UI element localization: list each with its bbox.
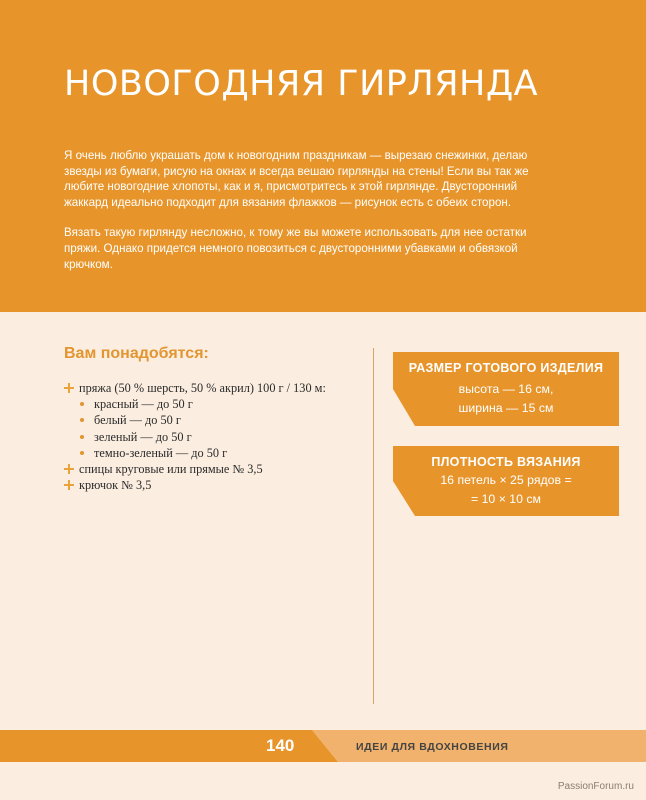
- dot-bullet-icon: [80, 451, 84, 455]
- gauge-line-2: = 10 × 10 см: [471, 492, 541, 506]
- gauge-line-1: 16 петель × 25 рядов =: [440, 473, 572, 487]
- page-title: НОВОГОДНЯЯ ГИРЛЯНДА: [64, 64, 539, 104]
- list-item: [80, 396, 364, 412]
- header-panel: [0, 0, 646, 312]
- list-item: [64, 380, 364, 461]
- list-item: [80, 445, 364, 461]
- intro-paragraph-2: Вязать такую гирлянду несложно, к тому же вы можете использовать для нее остатки пряжи. Однако придется немного повозиться с двусторонними убавками и обвязкой крючком.: [64, 226, 527, 271]
- needles-text: спицы круговые или прямые № 3,5: [79, 462, 263, 477]
- intro-text: [64, 148, 544, 287]
- cross-bullet-icon: [64, 383, 74, 393]
- gauge-title: ПЛОТНОСТЬ ВЯЗАНИЯ: [431, 455, 581, 469]
- section-name: ИДЕИ ДЛЯ ВДОХНОВЕНИЯ: [356, 741, 509, 753]
- size-title: РАЗМЕР ГОТОВОГО ИЗДЕЛИЯ: [408, 361, 604, 375]
- footer-bar: [0, 730, 646, 762]
- materials-title: Вам понадобятся:: [64, 345, 209, 362]
- page-number: 140: [266, 736, 295, 755]
- size-height: высота — 16 см,: [458, 382, 554, 396]
- list-item: [80, 412, 364, 428]
- cross-bullet-icon: [64, 464, 74, 474]
- dot-bullet-icon: [80, 402, 84, 406]
- yarn-text: пряжа (50 % шерсть, 50 % акрил) 100 г / 130 м:: [79, 381, 326, 395]
- list-item: [80, 429, 364, 445]
- gauge-banner: [393, 446, 619, 516]
- list-item: [64, 461, 364, 477]
- size-banner: [393, 352, 619, 426]
- list-item: [64, 477, 364, 493]
- color-item: белый — до 50 г: [94, 413, 181, 428]
- cross-bullet-icon: [64, 480, 74, 490]
- materials-list: [64, 380, 364, 493]
- size-width: ширина — 15 см: [458, 401, 554, 415]
- color-item: красный — до 50 г: [94, 397, 193, 412]
- intro-paragraph-1: Я очень люблю украшать дом к новогодним праздникам — вырезаю снежинки, делаю звезды из бумаги, рисую на окнах и всегда вешаю гирлянды на стены! Если вы так же любите новогодние хлопоты, как и я, присмотритесь к этой гирлянде. Двусторонний жаккард идеально подходит для вязания флажков — рисунок есть с обеих сторон.: [64, 149, 529, 209]
- dot-bullet-icon: [80, 435, 84, 439]
- hook-text: крючок № 3,5: [79, 478, 152, 493]
- column-divider: [373, 348, 374, 704]
- dot-bullet-icon: [80, 418, 84, 422]
- color-item: зеленый — до 50 г: [94, 429, 192, 444]
- color-list: [64, 396, 364, 461]
- color-item: темно-зеленый — до 50 г: [94, 445, 228, 460]
- watermark: PassionForum.ru: [557, 781, 634, 792]
